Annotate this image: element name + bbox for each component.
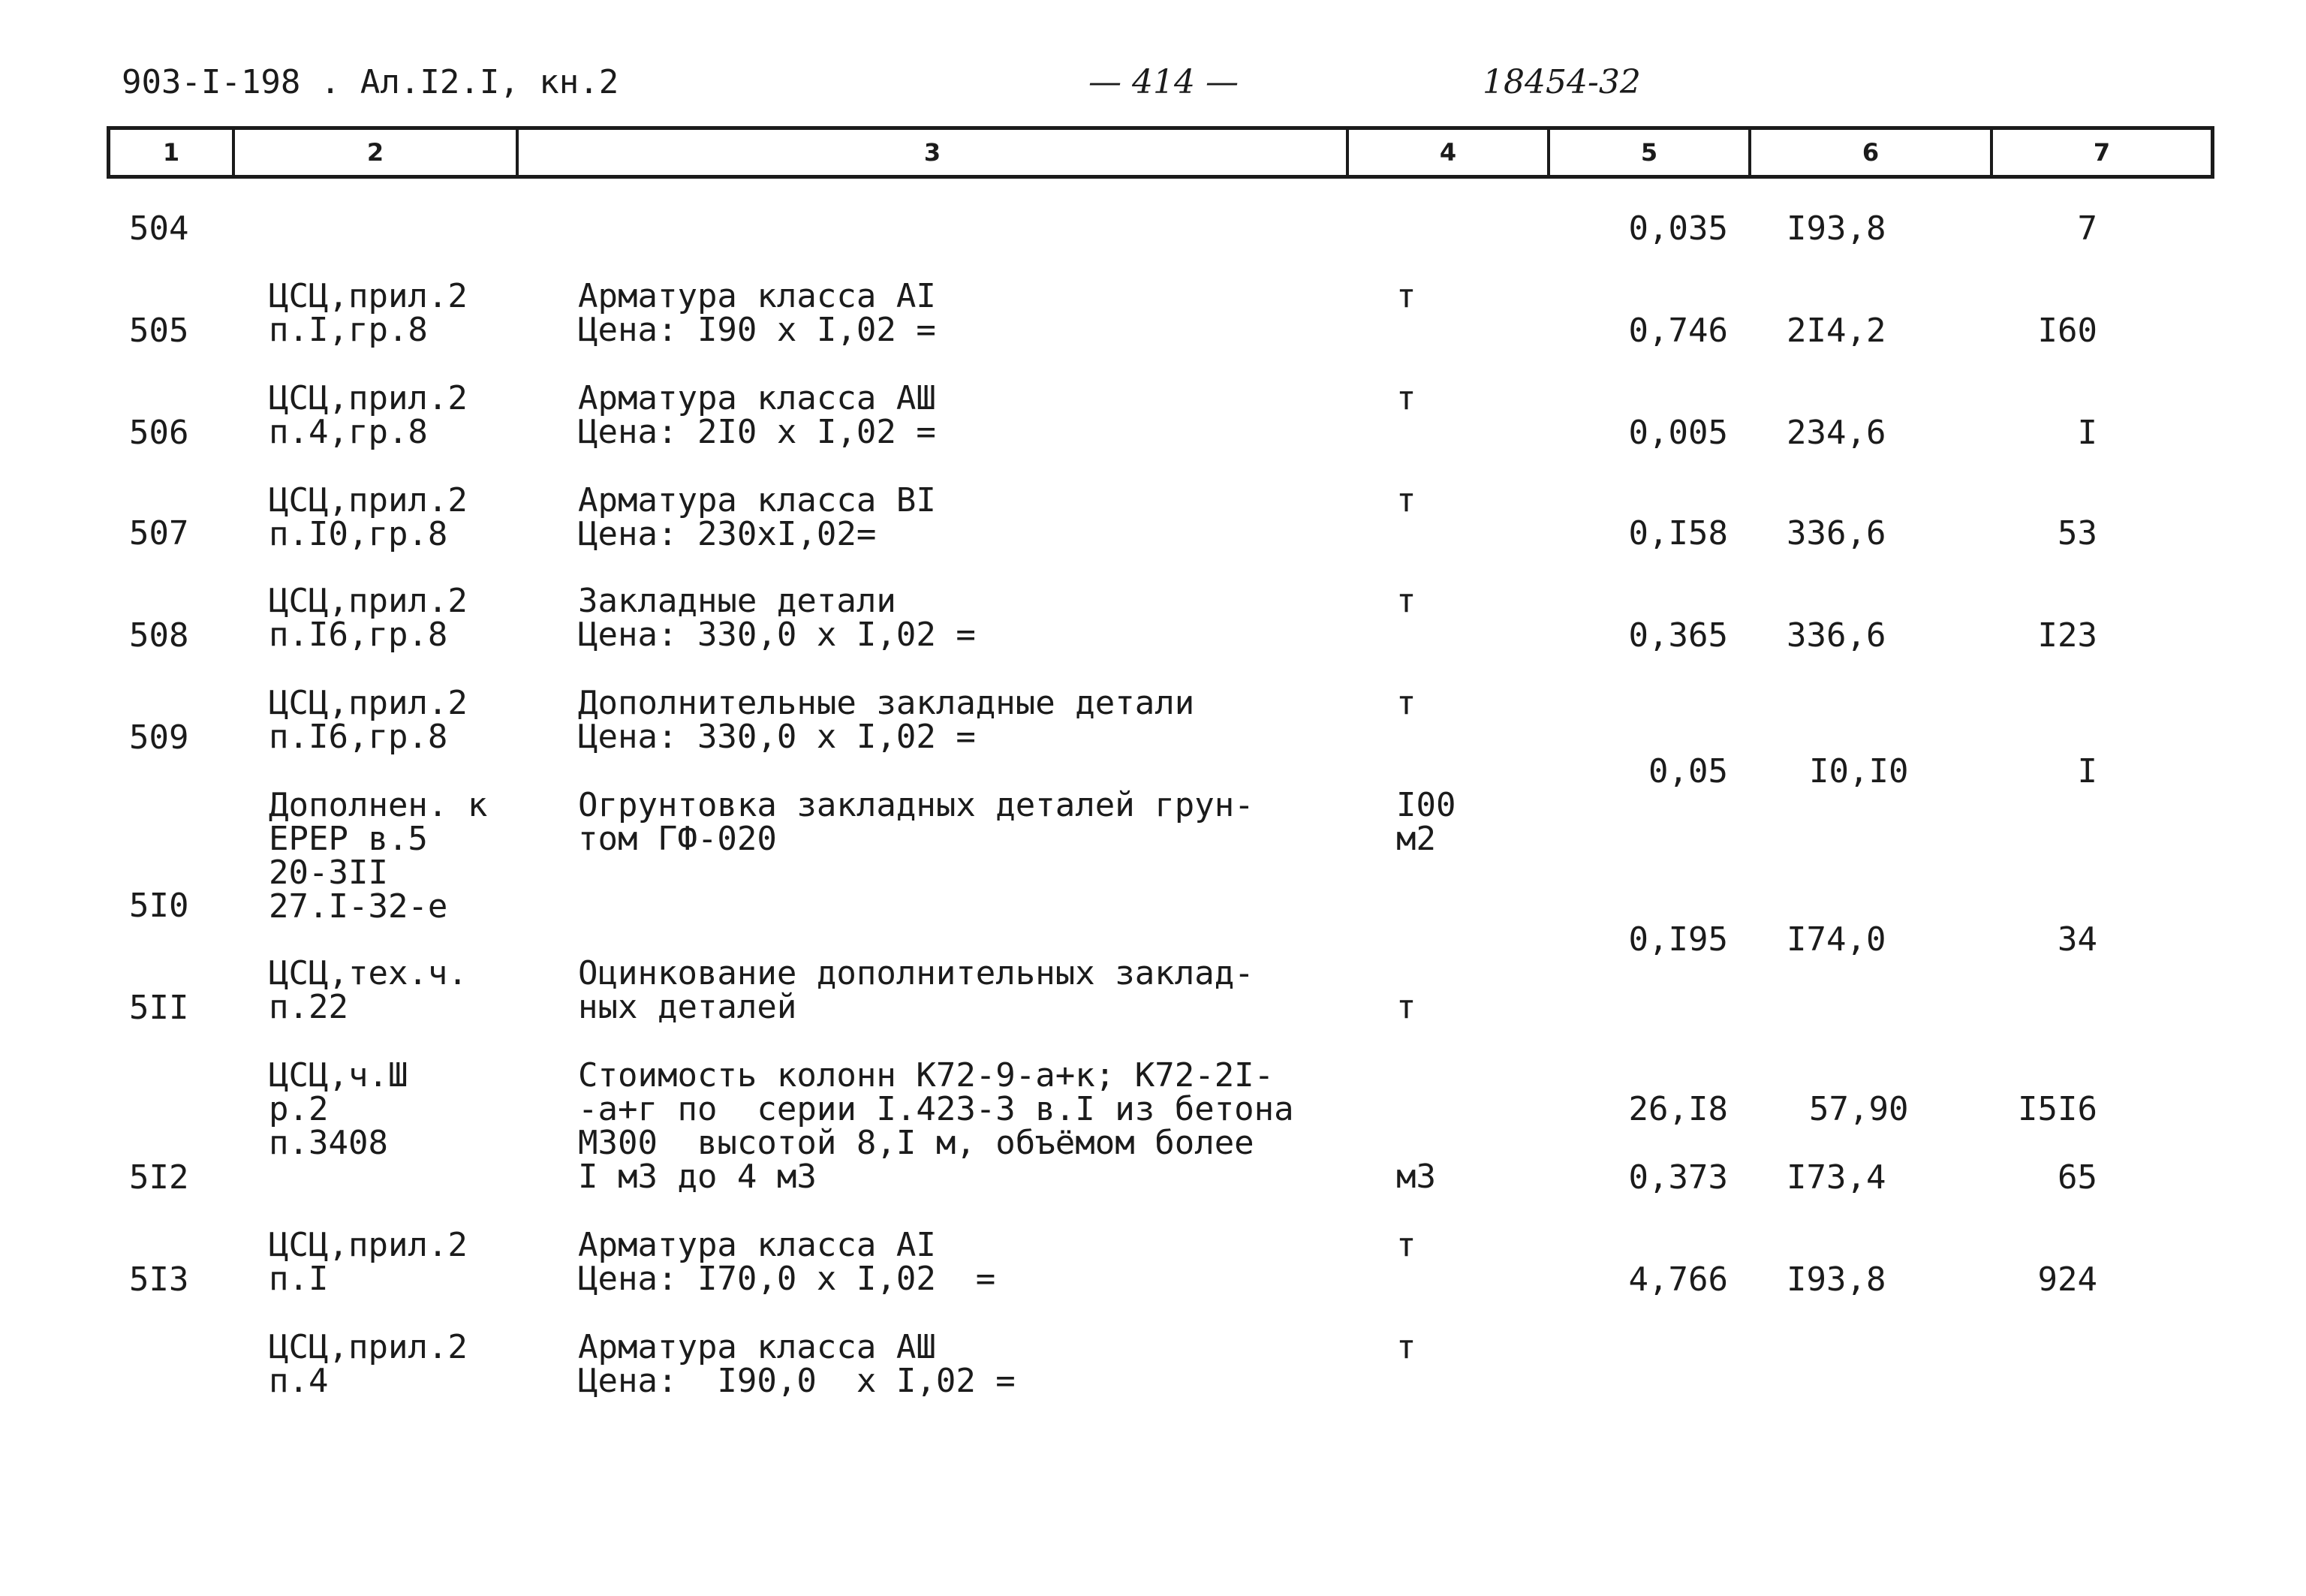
row-unit: т xyxy=(1396,481,1416,519)
row-unit: т xyxy=(1396,988,1416,1026)
row-source: ЦСЦ,прил.2 п.I0,гр.8 xyxy=(269,481,468,553)
row-source: ЦСЦ,ч.Ш р.2 п.3408 xyxy=(269,1056,408,1162)
column-header-row xyxy=(107,126,2214,179)
row-quantity: 0,005 xyxy=(1628,414,1728,452)
row-source: ЦСЦ,прил.2 п.I6,гр.8 xyxy=(269,582,468,654)
document-code: 903-I-198 . Ал.I2.I, кн.2 xyxy=(122,63,619,101)
row-cost: 7 xyxy=(2077,209,2097,248)
row-price: 234,6 xyxy=(1787,414,1886,452)
column-header-4: 4 xyxy=(1349,130,1550,175)
row-number: 5I3 xyxy=(129,1260,189,1299)
column-header-6: 6 xyxy=(1751,130,1993,175)
row-source: ЦСЦ,прил.2 п.I,гр.8 xyxy=(269,277,468,349)
row-price: 336,6 xyxy=(1787,514,1886,553)
row-price: I74,0 xyxy=(1787,920,1886,959)
row-description: Огрунтовка закладных деталей грун- том ГФ-020 xyxy=(578,786,1254,858)
row-number: 5I2 xyxy=(129,1158,189,1197)
row-source: ЦСЦ,прил.2 п.I xyxy=(269,1226,468,1298)
column-header-2: 2 xyxy=(235,130,519,175)
row-cost: I5I6 xyxy=(2018,1090,2097,1128)
row-cost: I23 xyxy=(2037,616,2097,655)
row-unit: м3 xyxy=(1396,1158,1436,1196)
row-description: Арматура класса AI Цена: I70,0 x I,02 = xyxy=(578,1226,996,1298)
row-description: Оцинкование дополнительных заклад- ных деталей xyxy=(578,954,1254,1026)
row-quantity: 0,I95 xyxy=(1628,920,1728,959)
column-header-5: 5 xyxy=(1550,130,1751,175)
row-description: Стоимость колонн К72-9-а+к; К72-2I- -а+г по серии I.423-3 в.I из бетона М300 высотой 8,I м, объёмом более I м3 до 4 м3 xyxy=(578,1056,1294,1196)
column-header-1: 1 xyxy=(110,130,235,175)
row-quantity: 0,05 xyxy=(1648,752,1728,790)
row-cost: 34 xyxy=(2058,920,2097,959)
row-unit: т xyxy=(1396,1328,1416,1366)
row-unit: т xyxy=(1396,684,1416,722)
row-number: 506 xyxy=(129,414,189,452)
row-unit: т xyxy=(1396,582,1416,620)
row-quantity: 0,I58 xyxy=(1628,514,1728,553)
row-description: Арматура класса AI Цена: I90 x I,02 = xyxy=(578,277,936,349)
row-price: I73,4 xyxy=(1787,1158,1886,1197)
row-quantity: 4,766 xyxy=(1628,1260,1728,1299)
row-description: Арматура класса BI Цена: 230xI,02= xyxy=(578,481,936,553)
row-description: Арматура класса AШ Цена: 2I0 x I,02 = xyxy=(578,379,936,451)
row-source: ЦСЦ,прил.2 п.4 xyxy=(269,1328,468,1400)
column-header-7: 7 xyxy=(2093,138,2111,167)
row-unit: т xyxy=(1396,379,1416,417)
row-number: 504 xyxy=(129,209,189,248)
row-number: 5I0 xyxy=(129,887,189,925)
row-source: ЦСЦ,прил.2 п.I6,гр.8 xyxy=(269,684,468,756)
registry-number: 18454-32 xyxy=(1483,63,1641,101)
row-price: I93,8 xyxy=(1787,209,1886,248)
row-quantity: 26,I8 xyxy=(1628,1090,1728,1128)
row-number: 505 xyxy=(129,312,189,350)
row-cost: I xyxy=(2077,414,2097,452)
row-number: 5II xyxy=(129,989,189,1027)
row-number: 508 xyxy=(129,616,189,655)
row-cost: 53 xyxy=(2058,514,2097,553)
row-cost: I60 xyxy=(2037,312,2097,350)
column-header-3: 3 xyxy=(519,130,1349,175)
row-description: Закладные детали Цена: 330,0 x I,02 = xyxy=(578,582,976,654)
page-number: — 414 — xyxy=(1088,63,1239,101)
row-price: 336,6 xyxy=(1787,616,1886,655)
row-cost: 65 xyxy=(2058,1158,2097,1197)
row-price: I0,I0 xyxy=(1809,752,1909,790)
row-description: Арматура класса AШ Цена: I90,0 x I,02 = xyxy=(578,1328,1016,1400)
row-price: I93,8 xyxy=(1787,1260,1886,1299)
row-description: Дополнительные закладные детали Цена: 330,0 x I,02 = xyxy=(578,684,1195,756)
row-source: ЦСЦ,тех.ч. п.22 xyxy=(269,954,468,1026)
row-price: 2I4,2 xyxy=(1787,312,1886,350)
row-cost: I xyxy=(2077,752,2097,790)
row-quantity: 0,746 xyxy=(1628,312,1728,350)
row-price: 57,90 xyxy=(1809,1090,1909,1128)
row-quantity: 0,373 xyxy=(1628,1158,1728,1197)
row-number: 509 xyxy=(129,718,189,757)
row-quantity: 0,365 xyxy=(1628,616,1728,655)
row-unit: т xyxy=(1396,277,1416,315)
row-quantity: 0,035 xyxy=(1628,209,1728,248)
row-number: 507 xyxy=(129,514,189,553)
row-source: ЦСЦ,прил.2 п.4,гр.8 xyxy=(269,379,468,451)
row-unit: т xyxy=(1396,1226,1416,1264)
row-source: Дополнен. к ЕРЕР в.5 20-3II 27.I-32-е xyxy=(269,786,488,926)
row-unit: I00 м2 xyxy=(1396,786,1456,858)
row-cost: 924 xyxy=(2037,1260,2097,1299)
